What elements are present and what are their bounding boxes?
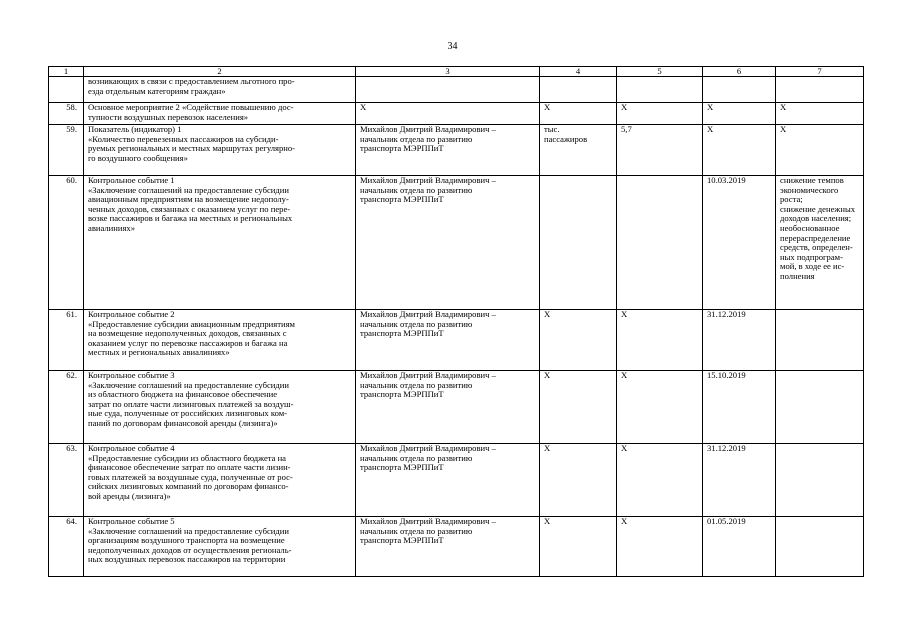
row-unit [540, 176, 617, 310]
header-col-2: 2 [84, 67, 356, 77]
row-responsible [356, 77, 540, 103]
header-col-1: 1 [49, 67, 84, 77]
row-unit: тыс. пассажиров [540, 125, 617, 176]
row-description: Контрольное событие 2 «Предоставление субсидии авиационным предприятиям на возмещение недополученных доходов, связанных с оказанием услуг по перевозке пассажиров и багажа на местных и региональных авиалиниях» [84, 310, 356, 371]
header-col-6: 6 [703, 67, 776, 77]
row-risk: снижение темпов экономического роста; снижение денежных доходов населения; необоснованное перераспределение средств, определен- ных подпрограм- мой, в ходе ее ис- полнения [776, 176, 864, 310]
program-table [48, 66, 864, 577]
table-row [49, 310, 864, 371]
row-value [617, 176, 703, 310]
row-risk [776, 371, 864, 444]
row-value: Х [617, 310, 703, 371]
row-number: 61. [49, 310, 84, 371]
table-row [49, 517, 864, 577]
header-col-7: 7 [776, 67, 864, 77]
row-date: Х [703, 125, 776, 176]
header-col-4: 4 [540, 67, 617, 77]
row-description: Контрольное событие 4 «Предоставление субсидии из областного бюджета на финансовое обеспечение затрат по оплате части лизин- говых платежей за воздушные суда, полученные от рос- сийских лизинговых компаний по договорам финансо- вой аренды (лизинга)» [84, 444, 356, 517]
table-row [49, 103, 864, 125]
row-date: 31.12.2019 [703, 444, 776, 517]
row-number [49, 77, 84, 103]
row-date: Х [703, 103, 776, 125]
row-responsible: Михайлов Дмитрий Владимирович – начальник отдела по развитию транспорта МЭРППиТ [356, 176, 540, 310]
row-unit: Х [540, 517, 617, 577]
row-date: 01.05.2019 [703, 517, 776, 577]
row-unit: Х [540, 310, 617, 371]
row-description: Показатель (индикатор) 1 «Количество перевезенных пассажиров на субсиди- руемых региональных и местных маршрутах регулярно- го воздушного сообщения» [84, 125, 356, 176]
row-unit: Х [540, 103, 617, 125]
row-risk [776, 517, 864, 577]
row-number: 58. [49, 103, 84, 125]
row-number: 60. [49, 176, 84, 310]
header-col-3: 3 [356, 67, 540, 77]
row-number: 64. [49, 517, 84, 577]
row-responsible: Михайлов Дмитрий Владимирович – начальник отдела по развитию транспорта МЭРППиТ [356, 310, 540, 371]
row-description: Основное мероприятие 2 «Содействие повышению дос- тупности воздушных перевозок населения» [84, 103, 356, 125]
row-date [703, 77, 776, 103]
row-unit: Х [540, 444, 617, 517]
row-risk: Х [776, 103, 864, 125]
row-date: 10.03.2019 [703, 176, 776, 310]
table-row [49, 176, 864, 310]
table-row [49, 444, 864, 517]
row-description: Контрольное событие 5 «Заключение соглашений на предоставление субсидии организациям воздушного транспорта на возмещение недополученных доходов от осуществления региональ- ных воздушных перевозок пассажиров на территории [84, 517, 356, 577]
row-description: Контрольное событие 1 «Заключение соглашений на предоставление субсидии авиационным предприятиям на возмещение недополу- ченных доходов, связанных с оказанием услуг по пере- возке пассажиров и багажа на местных и региональных авиалиниях» [84, 176, 356, 310]
row-value: Х [617, 103, 703, 125]
row-description: возникающих в связи с предоставлением льготного про- езда отдельным категориям граждан» [84, 77, 356, 103]
row-date: 15.10.2019 [703, 371, 776, 444]
row-responsible: Михайлов Дмитрий Владимирович – начальник отдела по развитию транспорта МЭРППиТ [356, 125, 540, 176]
page-number: 34 [447, 41, 458, 52]
row-risk [776, 444, 864, 517]
row-value: Х [617, 517, 703, 577]
header-col-5: 5 [617, 67, 703, 77]
row-value: 5,7 [617, 125, 703, 176]
row-responsible: Михайлов Дмитрий Владимирович – начальник отдела по развитию транспорта МЭРППиТ [356, 444, 540, 517]
row-responsible: Х [356, 103, 540, 125]
row-risk [776, 77, 864, 103]
row-number: 59. [49, 125, 84, 176]
table-header-row [49, 67, 864, 77]
row-risk: Х [776, 125, 864, 176]
row-responsible: Михайлов Дмитрий Владимирович – начальник отдела по развитию транспорта МЭРППиТ [356, 371, 540, 444]
row-number: 62. [49, 371, 84, 444]
row-value [617, 77, 703, 103]
row-unit [540, 77, 617, 103]
row-risk [776, 310, 864, 371]
row-date: 31.12.2019 [703, 310, 776, 371]
table-row [49, 371, 864, 444]
table-row [49, 125, 864, 176]
row-responsible: Михайлов Дмитрий Владимирович – начальник отдела по развитию транспорта МЭРППиТ [356, 517, 540, 577]
row-value: Х [617, 371, 703, 444]
row-description: Контрольное событие 3 «Заключение соглашений на предоставление субсидии из областного бюджета на финансовое обеспечение затрат по оплате части лизинговых платежей за воздуш- ные суда, полученные от российских лизинговых ком- паний по договорам финансовой аренды (лизинга)» [84, 371, 356, 444]
table-row [49, 77, 864, 103]
row-unit: Х [540, 371, 617, 444]
row-number: 63. [49, 444, 84, 517]
row-value: Х [617, 444, 703, 517]
